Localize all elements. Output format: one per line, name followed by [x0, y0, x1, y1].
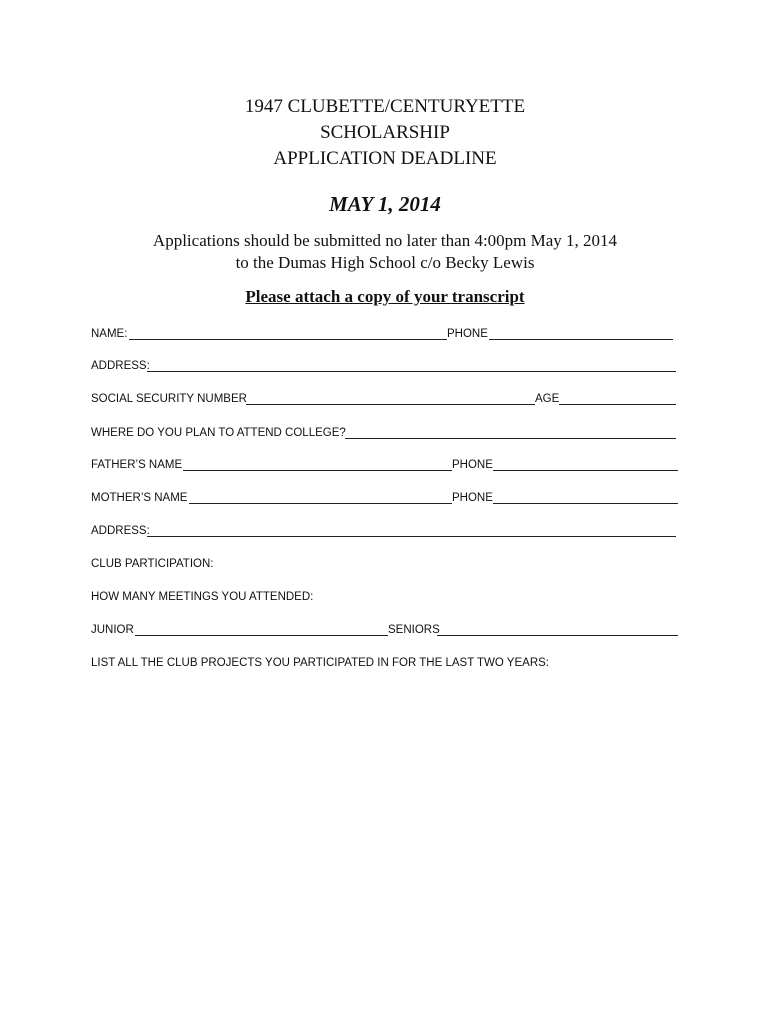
junior-seniors-row: [91, 622, 681, 640]
club-projects-label: LIST ALL THE CLUB PROJECTS YOU PARTICIPATED IN FOR THE LAST TWO YEARS:: [91, 657, 549, 669]
club-projects-row: [91, 655, 681, 673]
transcript-note: Please attach a copy of your transcript: [245, 287, 525, 306]
ssn-label: SOCIAL SECURITY NUMBER: [91, 393, 247, 405]
college-label: WHERE DO YOU PLAN TO ATTEND COLLEGE?: [91, 427, 346, 439]
father-phone-label: PHONE: [452, 459, 493, 471]
mother-phone-field[interactable]: [493, 503, 678, 504]
club-participation-row: [91, 556, 681, 574]
father-name-label: FATHER’S NAME: [91, 459, 183, 471]
college-field[interactable]: [345, 438, 676, 439]
phone-field[interactable]: [489, 339, 673, 340]
address-row: [91, 358, 681, 376]
father-name-field[interactable]: [183, 470, 452, 471]
name-field[interactable]: [129, 339, 447, 340]
address-label: ADDRESS:: [91, 360, 150, 372]
parent-address-label: ADDRESS:: [91, 525, 150, 537]
meetings-row: [91, 589, 681, 607]
mother-row: [91, 490, 681, 508]
deadline-date: MAY 1, 2014: [329, 192, 441, 216]
ssn-field[interactable]: [246, 404, 535, 405]
meetings-label: HOW MANY MEETINGS YOU ATTENDED:: [91, 591, 314, 603]
age-label: AGE: [535, 393, 560, 405]
form-title-line-1: 1947 CLUBETTE/CENTURYETTE: [244, 96, 526, 117]
ssn-age-row: [91, 391, 681, 409]
submission-instructions-line-1: Applications should be submitted no later than 4:00pm May 1, 2014: [152, 231, 618, 250]
form-title-line-3: APPLICATION DEADLINE: [273, 148, 497, 169]
name-label: NAME:: [91, 328, 128, 340]
mother-name-field[interactable]: [189, 503, 452, 504]
father-row: [91, 457, 681, 475]
phone-label: PHONE: [447, 328, 488, 340]
mother-phone-label: PHONE: [452, 492, 493, 504]
junior-field[interactable]: [135, 635, 388, 636]
father-phone-field[interactable]: [493, 470, 678, 471]
club-participation-label: CLUB PARTICIPATION:: [91, 558, 214, 570]
mother-name-label: MOTHER’S NAME: [91, 492, 188, 504]
name-phone-row: [91, 326, 681, 344]
parent-address-row: [91, 523, 681, 541]
form-title-line-2: SCHOLARSHIP: [320, 122, 450, 143]
college-row: [91, 425, 681, 443]
submission-instructions-line-2: to the Dumas High School c/o Becky Lewis: [235, 253, 535, 272]
seniors-field[interactable]: [437, 635, 678, 636]
junior-label: JUNIOR: [91, 624, 134, 636]
address-field[interactable]: [147, 371, 676, 372]
age-field[interactable]: [559, 404, 676, 405]
parent-address-field[interactable]: [147, 536, 676, 537]
seniors-label: SENIORS: [388, 624, 440, 636]
